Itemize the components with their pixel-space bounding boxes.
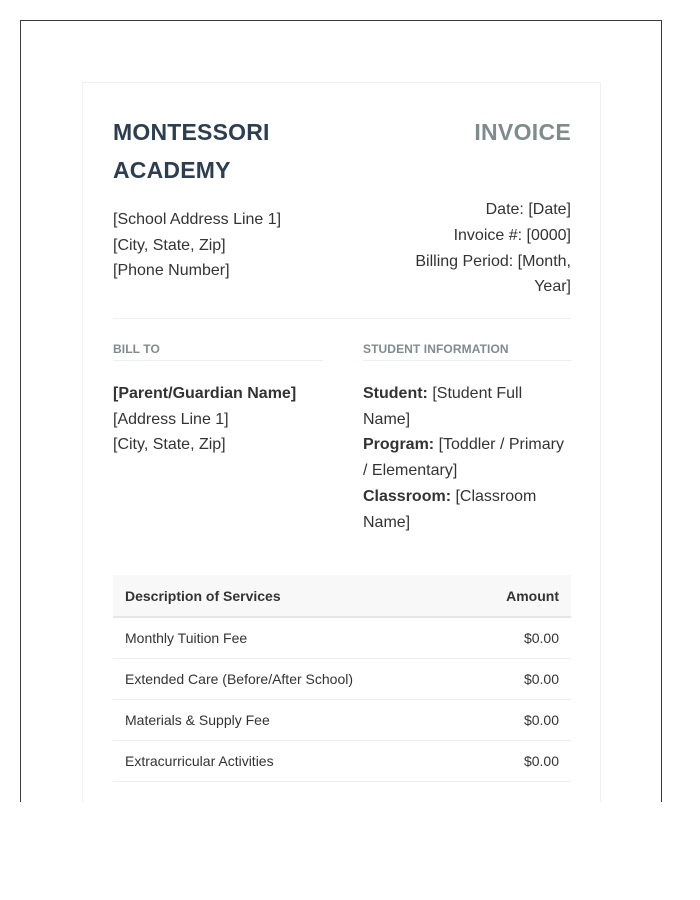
school-name — [113, 113, 353, 189]
description-column-header: Description of Services — [113, 575, 464, 617]
classroom-value: [Classroom Name] — [363, 487, 537, 531]
student-label: Student: — [363, 385, 428, 402]
amount-column-header: Amount — [464, 575, 571, 617]
student-information-heading: STUDENT INFORMATION — [363, 342, 572, 361]
invoice-title: INVOICE — [474, 119, 571, 145]
bill-to-details — [113, 381, 323, 458]
table-row — [113, 658, 571, 699]
invoice-document — [82, 82, 601, 802]
page-frame — [20, 20, 662, 802]
invoice-date: Date: [Date] — [485, 201, 571, 218]
school-address-line-2: [City, State, Zip] — [113, 236, 226, 254]
student-value: [Student Full Name] — [363, 385, 523, 428]
service-description: Extended Care (Before/After School) — [113, 658, 464, 699]
school-name-line-1: MONTESSORI — [113, 119, 270, 145]
bill-to-address-line-2: [City, State, Zip] — [113, 436, 226, 454]
table-row — [113, 740, 571, 781]
program-row — [363, 432, 572, 483]
program-value: [Toddler / Primary / Elementary] — [363, 436, 564, 480]
school-phone: [Phone Number] — [113, 262, 230, 279]
classroom-label: Classroom: — [363, 487, 452, 505]
service-description: Materials & Supply Fee — [113, 699, 464, 740]
table-row — [113, 617, 571, 658]
service-amount: $0.00 — [464, 699, 571, 740]
service-description: Monthly Tuition Fee — [113, 617, 464, 658]
invoice-header — [113, 113, 571, 319]
service-description: Extracurricular Activities — [113, 740, 464, 781]
guardian-name: [Parent/Guardian Name] — [113, 385, 297, 402]
invoice-meta — [381, 197, 571, 300]
service-amount: $0.00 — [464, 617, 571, 658]
school-address — [113, 207, 281, 284]
service-amount: $0.00 — [464, 658, 571, 699]
bill-to-address-line-1: [Address Line 1] — [113, 410, 229, 428]
student-information-section — [363, 342, 572, 535]
program-label: Program: — [363, 436, 435, 454]
student-details — [363, 381, 572, 535]
school-name-line-2: ACADEMY — [113, 157, 231, 183]
bill-to-section — [113, 342, 323, 458]
billing-period: Billing Period: [Month, Year] — [415, 252, 571, 296]
services-table — [113, 575, 571, 782]
table-row — [113, 699, 571, 740]
student-row — [363, 381, 572, 432]
service-amount: $0.00 — [464, 740, 571, 781]
classroom-row — [363, 484, 572, 535]
invoice-number: Invoice #: [0000] — [453, 226, 571, 244]
bill-to-heading: BILL TO — [113, 342, 323, 361]
school-address-line-1: [School Address Line 1] — [113, 211, 282, 228]
services-header-row — [113, 575, 571, 617]
